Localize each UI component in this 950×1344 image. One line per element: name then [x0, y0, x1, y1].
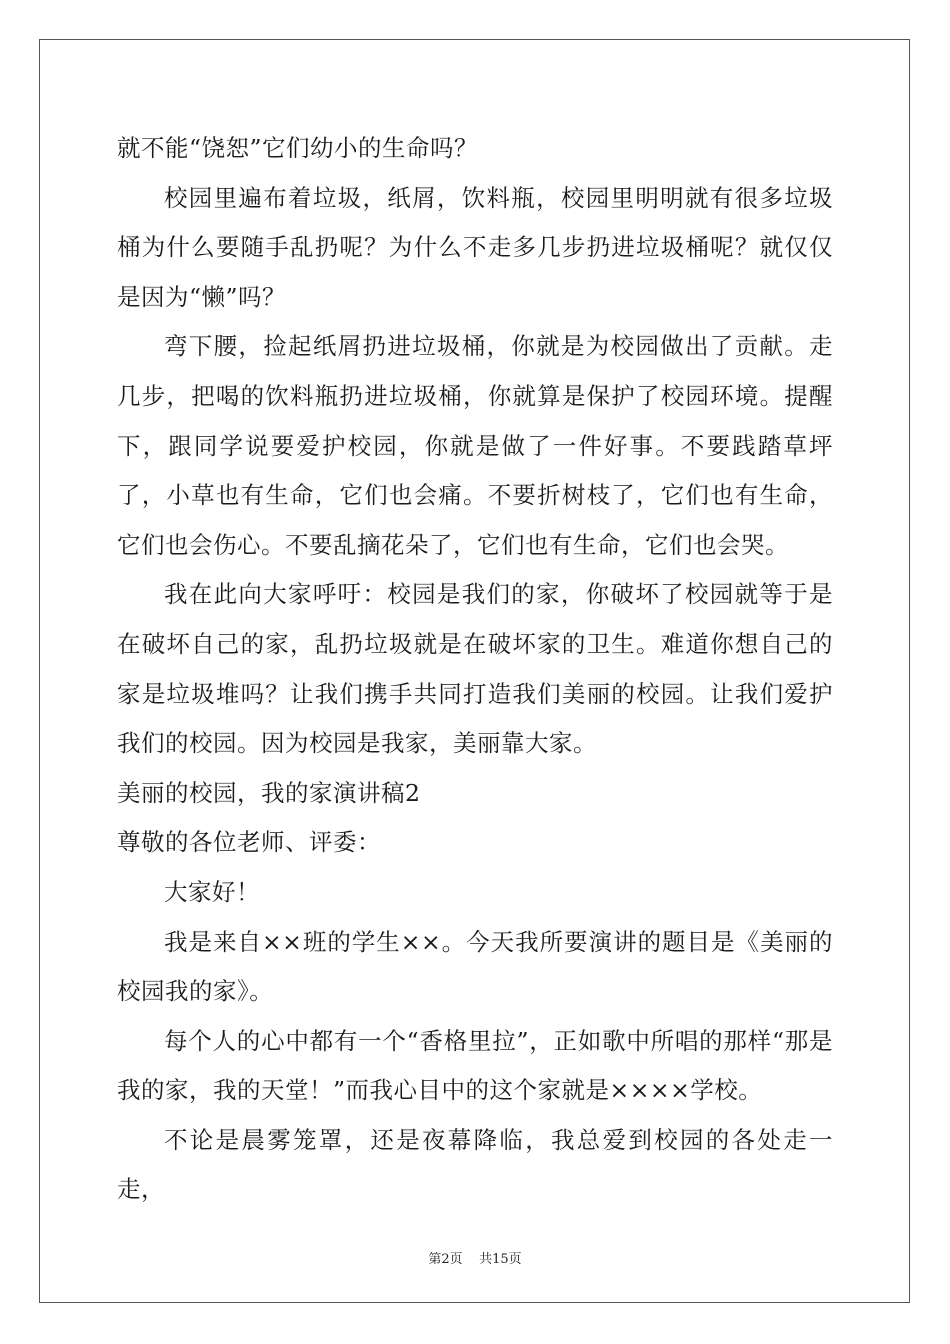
greeting: 大家好！	[164, 877, 260, 906]
document-body	[117, 124, 833, 1215]
page-total: 共15页	[479, 1252, 522, 1267]
section-title: 美丽的校园，我的家演讲稿2	[117, 778, 421, 807]
paragraph-6: 每个人的心中都有一个“香格里拉”，正如歌中所唱的那样“那是我的家，我的天堂！”而我心目中的这个家就是××××学校。	[117, 1026, 833, 1105]
paragraph-1: 就不能“饶恕”它们幼小的生命吗？	[117, 134, 479, 162]
page-footer	[0, 1248, 950, 1267]
page-number: 第2页	[428, 1252, 463, 1267]
paragraph-7: 不论是晨雾笼罩，还是夜幕降临，我总爱到校园的各处走一走，	[117, 1125, 833, 1204]
paragraph-2: 校园里遍布着垃圾，纸屑，饮料瓶，校园里明明就有很多垃圾桶为什么要随手乱扔呢？为什么不走多几步扔进垃圾桶呢？就仅仅是因为“懒”吗？	[117, 183, 833, 311]
paragraph-3: 弯下腰，捡起纸屑扔进垃圾桶，你就是为校园做出了贡献。走几步，把喝的饮料瓶扔进垃圾桶，你就算是保护了校园环境。提醒下，跟同学说要爱护校园，你就是做了一件好事。不要践踏草坪了，小草也有生命，它们也会痛。不要折树枝了，它们也有生命，它们也会伤心。不要乱摘花朵了，它们也有生命，它们也会哭。	[117, 332, 833, 559]
paragraph-4: 我在此向大家呼吁：校园是我们的家，你破坏了校园就等于是在破坏自己的家，乱扔垃圾就是在破坏家的卫生。难道你想自己的家是垃圾堆吗？让我们携手共同打造我们美丽的校园。让我们爱护我们的校园。因为校园是我家，美丽靠大家。	[117, 580, 833, 758]
paragraph-5: 我是来自××班的学生××。今天我所要演讲的题目是《美丽的校园我的家》。	[117, 927, 833, 1006]
salutation: 尊敬的各位老师、评委：	[117, 828, 381, 857]
